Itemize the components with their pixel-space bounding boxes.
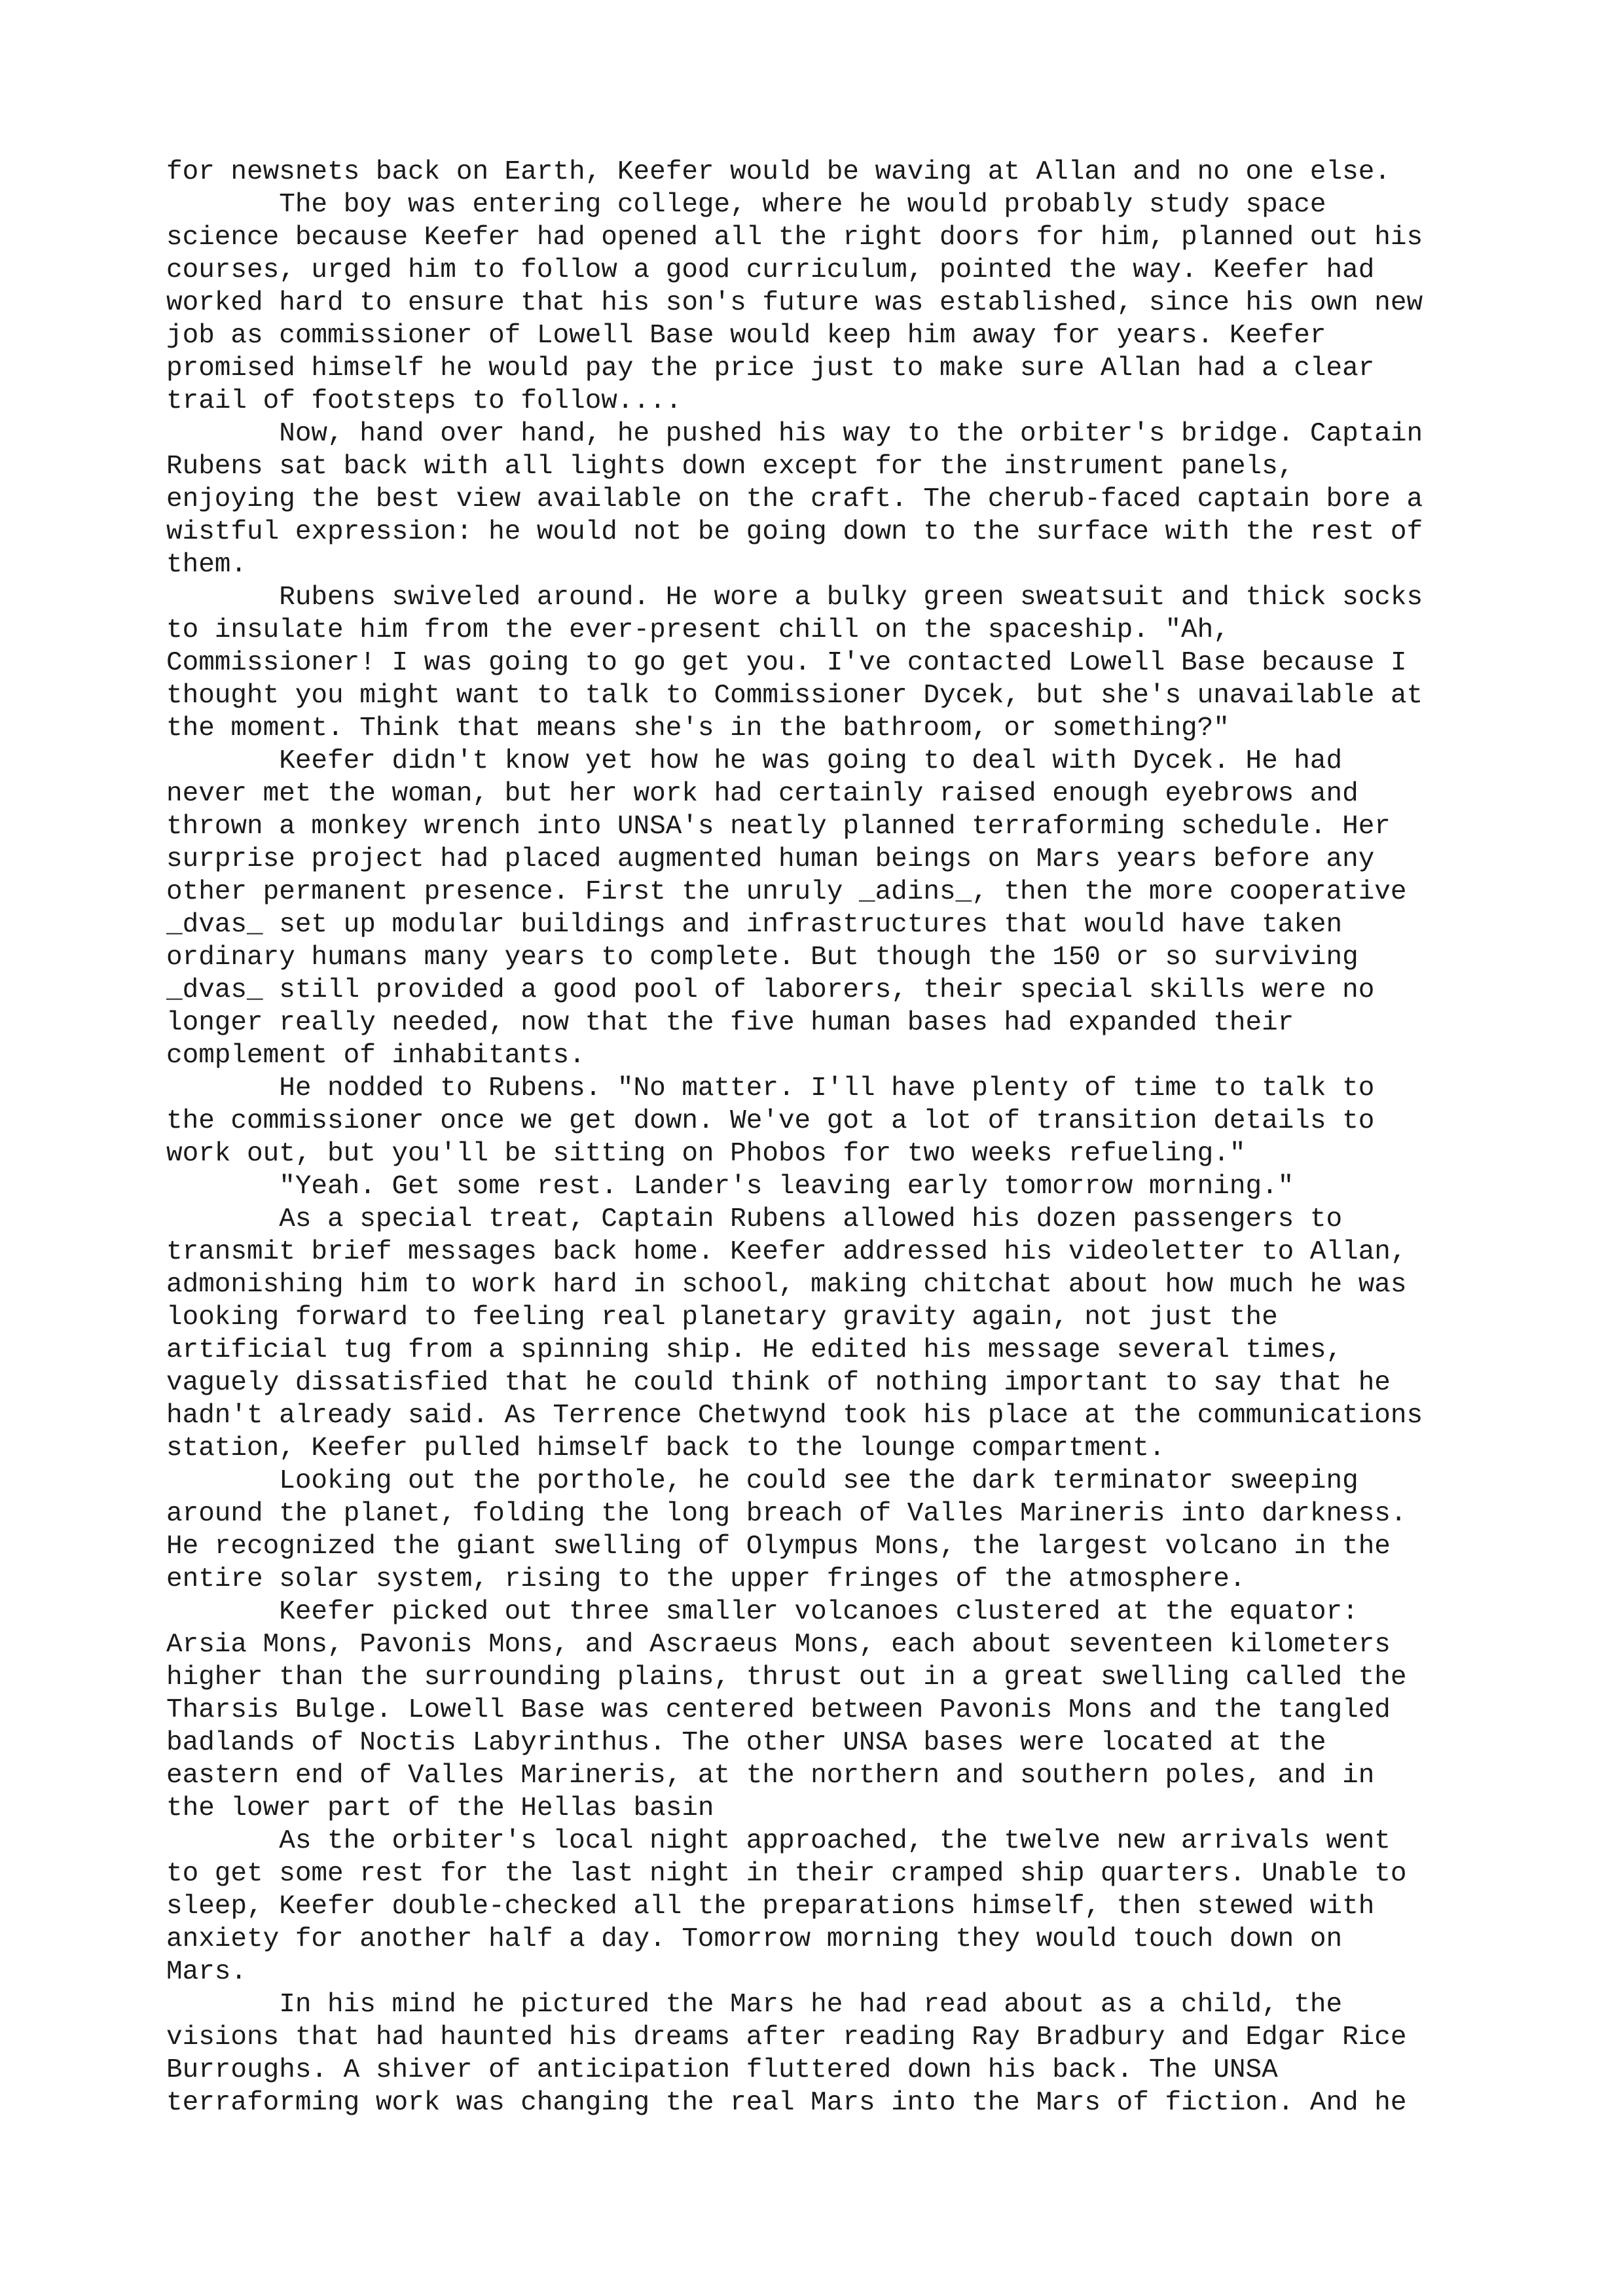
text-line: Keefer picked out three smaller volcanoes clustered at the equator: bbox=[166, 1597, 1359, 1627]
text-line: Mars. bbox=[166, 1957, 247, 1987]
text-line: looking forward to feeling real planetary gravity again, not just the bbox=[166, 1302, 1278, 1333]
text-line: courses, urged him to follow a good curriculum, pointed the way. Keefer had bbox=[166, 255, 1375, 285]
text-line: badlands of Noctis Labyrinthus. The other UNSA bases were located at the bbox=[166, 1728, 1326, 1758]
text-line: science because Keefer had opened all the right doors for him, planned out his bbox=[166, 223, 1423, 253]
text-line: ordinary humans many years to complete. But though the 150 or so surviving bbox=[166, 942, 1359, 973]
text-line: thrown a monkey wrench into UNSA's neatly planned terraforming schedule. Her bbox=[166, 812, 1391, 842]
text-line: admonishing him to work hard in school, making chitchat about how much he was bbox=[166, 1270, 1407, 1300]
body-text bbox=[166, 156, 1515, 2119]
text-line: Looking out the porthole, he could see the dark terminator sweeping bbox=[166, 1466, 1359, 1496]
text-line: thought you might want to talk to Commissioner Dycek, but she's unavailable at bbox=[166, 681, 1423, 711]
text-line: trail of footsteps to follow.... bbox=[166, 386, 682, 416]
text-line: to insulate him from the ever-present chill on the spaceship. "Ah, bbox=[166, 615, 1230, 645]
text-line: promised himself he would pay the price just to make sure Allan had a clear bbox=[166, 353, 1375, 384]
text-line: visions that had haunted his dreams after reading Ray Bradbury and Edgar Rice bbox=[166, 2022, 1407, 2053]
text-line: _dvas_ still provided a good pool of laborers, their special skills were no bbox=[166, 975, 1375, 1005]
text-line: enjoying the best view available on the craft. The cherub-faced captain bore a bbox=[166, 484, 1423, 514]
text-line: eastern end of Valles Marineris, at the northern and southern poles, and in bbox=[166, 1761, 1375, 1791]
text-line: terraforming work was changing the real Mars into the Mars of fiction. And he bbox=[166, 2088, 1407, 2118]
text-line: other permanent presence. First the unruly _adins_, then the more cooperative bbox=[166, 877, 1407, 907]
text-line: higher than the surrounding plains, thrust out in a great swelling called the bbox=[166, 1662, 1407, 1693]
text-line: work out, but you'll be sitting on Phobos for two weeks refueling." bbox=[166, 1139, 1246, 1169]
text-line: transmit brief messages back home. Keefer addressed his videoletter to Allan, bbox=[166, 1237, 1407, 1267]
text-line: anxiety for another half a day. Tomorrow morning they would touch down on bbox=[166, 1924, 1343, 1954]
text-line: entire solar system, rising to the upper fringes of the atmosphere. bbox=[166, 1564, 1246, 1594]
text-line: The boy was entering college, where he would probably study space bbox=[166, 190, 1326, 220]
text-line: the commissioner once we get down. We've got a lot of transition details to bbox=[166, 1106, 1375, 1136]
text-line: Arsia Mons, Pavonis Mons, and Ascraeus Mons, each about seventeen kilometers bbox=[166, 1630, 1391, 1660]
text-line: As the orbiter's local night approached, the twelve new arrivals went bbox=[166, 1826, 1391, 1856]
text-line: job as commissioner of Lowell Base would keep him away for years. Keefer bbox=[166, 321, 1326, 351]
text-line: _dvas_ set up modular buildings and infrastructures that would have taken bbox=[166, 910, 1343, 940]
text-line: artificial tug from a spinning ship. He edited his message several times, bbox=[166, 1335, 1343, 1365]
text-line: never met the woman, but her work had certainly raised enough eyebrows and bbox=[166, 779, 1359, 809]
text-line: Commissioner! I was going to go get you. I've contacted Lowell Base because I bbox=[166, 648, 1407, 678]
text-line: As a special treat, Captain Rubens allowed his dozen passengers to bbox=[166, 1204, 1343, 1234]
text-line: Tharsis Bulge. Lowell Base was centered between Pavonis Mons and the tangled bbox=[166, 1695, 1391, 1725]
text-line: Burroughs. A shiver of anticipation fluttered down his back. The UNSA bbox=[166, 2055, 1278, 2085]
text-line: Rubens sat back with all lights down except for the instrument panels, bbox=[166, 452, 1294, 482]
text-line: "Yeah. Get some rest. Lander's leaving early tomorrow morning." bbox=[166, 1172, 1294, 1202]
text-line: for newsnets back on Earth, Keefer would be waving at Allan and no one else. bbox=[166, 157, 1391, 187]
text-line: Now, hand over hand, he pushed his way to the orbiter's bridge. Captain bbox=[166, 419, 1423, 449]
text-line: surprise project had placed augmented human beings on Mars years before any bbox=[166, 844, 1375, 874]
text-line: station, Keefer pulled himself back to the lounge compartment. bbox=[166, 1433, 1165, 1463]
text-line: longer really needed, now that the five human bases had expanded their bbox=[166, 1008, 1294, 1038]
text-line: to get some rest for the last night in their cramped ship quarters. Unable to bbox=[166, 1859, 1407, 1889]
text-line: Rubens swiveled around. He wore a bulky green sweatsuit and thick socks bbox=[166, 583, 1423, 613]
text-line: sleep, Keefer double-checked all the preparations himself, then stewed with bbox=[166, 1892, 1375, 1922]
text-line: hadn't already said. As Terrence Chetwynd took his place at the communications bbox=[166, 1401, 1423, 1431]
text-line: vaguely dissatisfied that he could think of nothing important to say that he bbox=[166, 1368, 1391, 1398]
text-line: In his mind he pictured the Mars he had read about as a child, the bbox=[166, 1990, 1343, 2020]
text-line: He nodded to Rubens. "No matter. I'll have plenty of time to talk to bbox=[166, 1073, 1375, 1103]
text-line: worked hard to ensure that his son's future was established, since his own new bbox=[166, 288, 1423, 318]
text-line: the moment. Think that means she's in the bathroom, or something?" bbox=[166, 713, 1230, 744]
text-line: the lower part of the Hellas basin bbox=[166, 1793, 714, 1823]
text-line: around the planet, folding the long breach of Valles Marineris into darkness. bbox=[166, 1499, 1407, 1529]
text-line: wistful expression: he would not be going down to the surface with the rest of bbox=[166, 517, 1423, 547]
text-line: complement of inhabitants. bbox=[166, 1041, 585, 1071]
text-line: them. bbox=[166, 550, 247, 580]
text-line: Keefer didn't know yet how he was going to deal with Dycek. He had bbox=[166, 746, 1343, 776]
text-line: He recognized the giant swelling of Olympus Mons, the largest volcano in the bbox=[166, 1532, 1391, 1562]
